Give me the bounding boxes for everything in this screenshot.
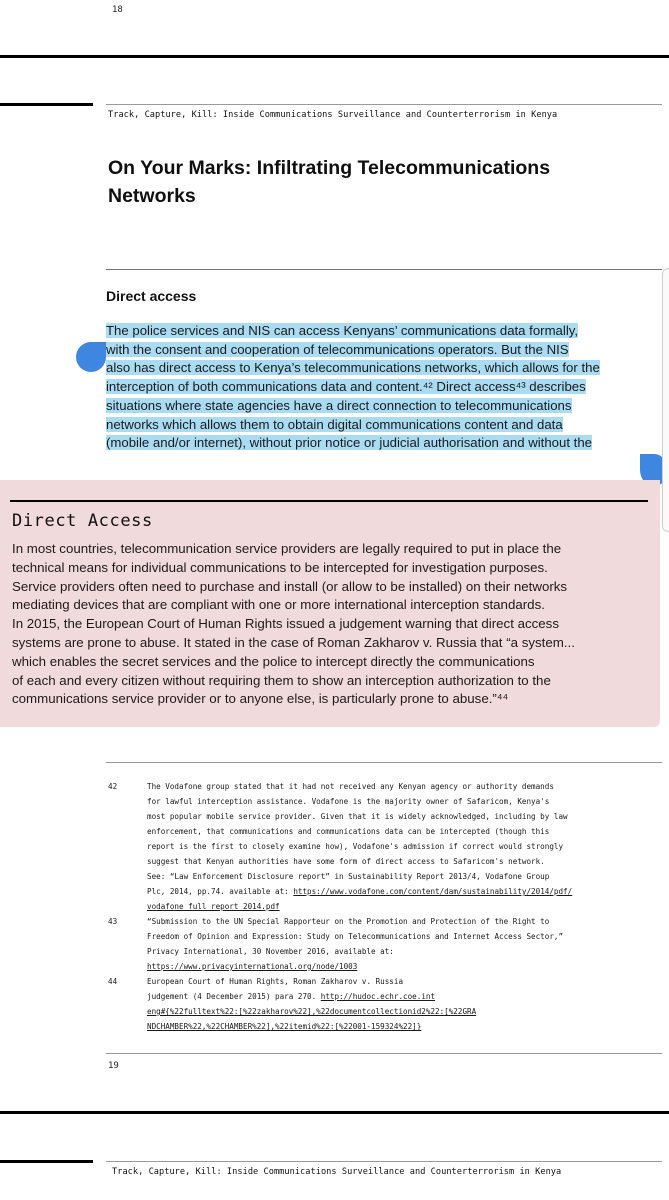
selected-line: with the consent and cooperation of telecommunications operators. But the NIS [106, 341, 569, 357]
footnote-number: 43 [108, 917, 118, 926]
callout-body [12, 540, 652, 709]
footnote-link[interactable]: https://www.privacyinternational.org/node/1003 [147, 962, 358, 971]
selected-line: (mobile and/or internet), without prior notice or judicial authorisation and without the [106, 435, 593, 451]
bottom-rule [106, 1053, 662, 1054]
running-head: Track, Capture, Kill: Inside Communications Surveillance and Counterterrorism in Kenya [108, 110, 558, 120]
chapter-title-line-1: On Your Marks: Infiltrating Telecommunications [108, 157, 551, 179]
footnote-link[interactable]: eng#{%22fulltext%22:[%22zakharov%22],%22documentcollectionid2%22:[%22GRA [147, 1007, 477, 1016]
section-rule [106, 269, 662, 270]
scrollbar-edge[interactable] [662, 268, 669, 532]
selection-start-handle-icon[interactable] [76, 342, 106, 372]
footnote-text: The Vodafone group stated that it had not received any Kenyan agency or authority demands for lawful interception assistance. Vodafone is the majority owner of Safaricom, Kenya's most popular mobile service provider. Given that it is widely acknowledged, including by law enforcement, that communications and communications data can be intercepted (though this report is the first to closely examine how), Vodafone's admission if correct would strongly suggest that Kenyan authorities have some form of direct access to Safaricom's network. See: “Law Enforcement Disclosure report” in Sustainability Report 2013/4, Vodafone Group Plc, 2014, pp.74. available at: https://www.vodafone.com/content/dam/sustainability/2014/pdf/ vodafone_full_report_2014.pdf [147, 779, 659, 914]
callout-line: mediating devices that are compliant with one or more international interception standards. [12, 597, 545, 613]
callout-line: which enables the secret services and the police to intercept directly the communications [12, 653, 535, 669]
header-accent-rule [0, 103, 93, 106]
footnote-link[interactable]: http://hudoc.echr.coe.int [320, 992, 436, 1001]
chapter-title [108, 154, 550, 210]
page-number-bottom: 19 [108, 1061, 119, 1071]
running-head-next-page: Track, Capture, Kill: Inside Communications Surveillance and Counterterrorism in Kenya [112, 1167, 562, 1177]
selected-line: also has direct access to Kenya’s telecommunications networks, which allows for the [106, 360, 600, 376]
footnote-number: 42 [108, 782, 118, 791]
page-separator [0, 1111, 669, 1114]
page-number-top: 18 [112, 5, 123, 15]
section-heading: Direct access [106, 288, 197, 304]
callout-line: systems are prone to abuse. It stated in the case of Roman Zakharov v. Russia that “a system... [12, 634, 575, 650]
footnote-rule [106, 762, 662, 763]
footnote-link[interactable]: https://www.vodafone.com/content/dam/sustainability/2014/pdf/ [293, 887, 573, 896]
callout-line: technical means for individual communications to be intercepted for investigation purposes. [12, 559, 548, 575]
callout-line: communications service provider or to anyone else, is particularly prone to abuse.”⁴⁴ [12, 691, 509, 707]
callout-line: In 2015, the European Court of Human Rights issued a judgement warning that direct access [12, 616, 559, 632]
callout-line: Service providers often need to purchase and install (or allow to be installed) on their networks [12, 578, 568, 594]
footnote-number: 44 [108, 977, 118, 986]
callout-title: Direct Access [12, 511, 153, 531]
footnote-text: “Submission to the UN Special Rapporteur on the Promotion and Protection of the Right to Freedom of Opinion and Expression: Study on Telecommunications and Internet Access Sector,” Privacy International, 30 November 2016, available at: https://www.privacyinternational.org/node/1003 [147, 914, 659, 974]
header-rule [106, 104, 662, 105]
callout-top-rule [10, 500, 648, 502]
chapter-title-line-2: Networks [108, 185, 196, 207]
page-separator [0, 55, 669, 58]
footnote-link[interactable]: NDCHAMBER%22,%22CHAMBER%22],%22itemid%22:[%22001-159324%22]} [147, 1022, 422, 1031]
header-rule [106, 1161, 662, 1162]
footnote-text: European Court of Human Rights, Roman Zakharov v. Russia judgement (4 December 2015) para 270. http://hudoc.echr.coe.int eng#{%22fulltext%22:[%22zakharov%22],%22documentcollectionid2%22:[%22GRA NDCHAMBER%22,%22CHAMBER%22],%22itemid%22:[%22001-159324%22]} [147, 974, 659, 1034]
callout-line: of each and every citizen without requiring them to show an interception authorization to the [12, 672, 551, 688]
callout-line: In most countries, telecommunication service providers are legally required to put in place the [12, 541, 562, 556]
selected-line: situations where state agencies have a direct connection to telecommunications [106, 397, 572, 413]
selected-line: networks which allows them to obtain digital communications content and data [106, 416, 563, 432]
header-accent-rule [0, 1160, 93, 1163]
footnote-link[interactable]: vodafone_full_report_2014.pdf [147, 902, 280, 911]
selected-line: interception of both communications data and content.⁴² Direct access⁴³ describes [106, 379, 586, 395]
selected-line: The police services and NIS can access Kenyans’ communications data formally, [106, 323, 579, 338]
selected-paragraph[interactable] [106, 322, 647, 453]
